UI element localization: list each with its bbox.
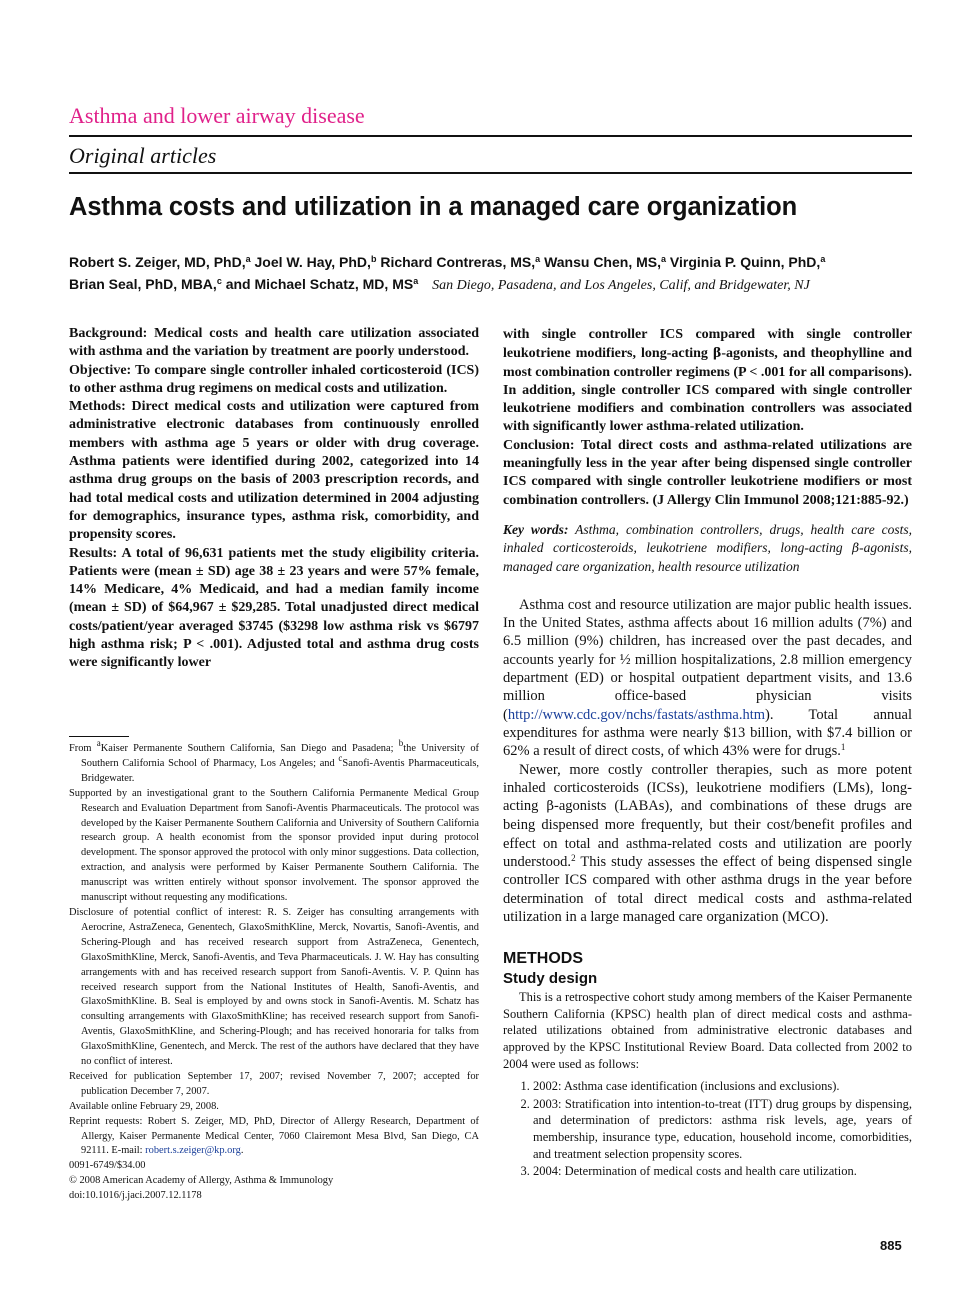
list-item: 1. 2002: Asthma case identification (inclusions and exclusions). <box>533 1078 912 1095</box>
author-locations: San Diego, Pasadena, and Los Angeles, Calif, and Bridgewater, NJ <box>432 278 810 293</box>
footnote-reprint: Reprint requests: Robert S. Zeiger, MD, PhD, Director of Allergy Research, Department of Allergy, Kaiser Permanente Medical Center, 7060 Clairemont Mesa Blvd, San Diego, CA 92111. E-mail: robert.s.zeiger@kp.org. <box>69 1115 479 1157</box>
subsection-heading: Original articles <box>69 143 217 168</box>
footnote-received: Received for publication September 17, 2007; revised November 7, 2007; accepted for publication December 7, 2007. <box>69 1070 479 1097</box>
author: Joel W. Hay, PhD,$^b$ <box>254 254 377 270</box>
abstract-methods: Methods: Direct medical costs and utilization were captured from administrative electronic databases from continuously enrolled members with asthma age 5 years or older with drug coverage. Asthma patients were identified during 2002, categorized into 14 asthma drug groups on the basis of 2003 prescription records, and had total medical costs and utilization determined in 2004 adjusting for demographics, insurance types, asthma risk, comorbidity, and propensity scores. <box>69 399 479 543</box>
abstract-objective: Objective: To compare single controller inhaled corticosteroid (ICS) to other asthma drug regimens on medical costs and utilization. <box>69 362 479 396</box>
article-title: Asthma costs and utilization in a managed care organization <box>69 193 798 221</box>
footnote-affiliations: From $^a$Kaiser Permanente Southern California, San Diego and Pasadena; $^b$the University of Southern California School of Pharmacy, Los Angeles; and $^c$Sanofi-Aventis Pharmaceuticals, Bridgewater. <box>69 738 479 784</box>
abstract-left <box>69 325 479 673</box>
footnote-online: Available online February 29, 2008. <box>69 1100 219 1112</box>
divider <box>69 172 912 174</box>
methods-steps <box>503 1078 912 1180</box>
list-item: 2. 2003: Stratification into intention-to-treat (ITT) drug groups by dispensing, and determination of predictors: asthma risk levels, age, years of membership, insurance type, education, household income, comorbidities, and treatment selection propensity scores. <box>533 1096 912 1162</box>
abstract-background: Background: Medical costs and health care utilization associated with asthma and the variation by treatment are poorly understood. <box>69 326 479 360</box>
right-column <box>503 326 912 1181</box>
email-link[interactable]: robert.s.zeiger@kp.org <box>145 1145 241 1157</box>
author: Virginia P. Quinn, PhD,$^a$ <box>669 254 826 270</box>
author: Robert S. Zeiger, MD, PhD,$^a$ <box>69 254 251 270</box>
introduction <box>503 596 912 926</box>
methods-heading: METHODS <box>503 950 583 968</box>
author-list <box>69 251 929 297</box>
abstract-results-continued: with single controller ICS compared with single controller leukotriene modifiers, long-acting β-agonists, and theophylline and most combination controller regimens (P < .001 for all comparisons). In addition, single controller ICS compared with single controller leukotriene modifiers and combination controllers was associated with significantly lower asthma-related utilization. <box>503 327 912 435</box>
methods-text: This is a retrospective cohort study among members of the Kaiser Permanente Southern California (KPSC) health plan of direct medical costs and asthma-related utilizations obtained from administrative electronic databases and approved by the KPSC Institutional Review Board. Data collected from 2002 to 2004 were used as follows: <box>503 990 912 1071</box>
author: Richard Contreras, MS,$^a$ <box>380 254 541 270</box>
footnote-issn: 0091-6749/$34.00 <box>69 1160 146 1172</box>
footnote-copyright: © 2008 American Academy of Allergy, Asthma & Immunology <box>69 1175 334 1187</box>
abstract-right <box>503 326 912 510</box>
footnote-support: Supported by an investigational grant to the Southern California Permanente Medical Group Research and Evaluation Department from Sanofi-Aventis Pharmaceuticals. The protocol was developed by the Kaiser Permanente Southern California and University of Southern California research group. A health economist from the sponsor provided input during protocol development. The sponsor approved the protocol with only minor suggestions. Data collection, extraction, and analysis were performed by Kaiser Permanente Southern California. The manuscript was written entirely without sponsor involvement. The sponsor approved the manuscript without requesting any modifications. <box>69 787 479 904</box>
footnote-divider <box>69 736 129 737</box>
page-number: 885 <box>880 1238 902 1253</box>
author: Wansu Chen, MS,$^a$ <box>544 254 667 270</box>
divider <box>69 135 912 137</box>
footnotes <box>69 738 479 1204</box>
abstract-results: Results: A total of 96,631 patients met the study eligibility criteria. Patients were (mean ± SD) age 38 ± 23 years and were 57% female, 14% Medicare, 4% Medicaid, and had a median family income (mean ± SD) of $64,967 ± $29,285. Total unadjusted direct medical costs/patient/year averaged $3745 ($3298 low asthma risk vs $6797 high asthma risk; P < .001). Adjusted total and asthma drug costs were significantly lower <box>69 545 479 671</box>
section-heading: Asthma and lower airway disease <box>69 103 365 128</box>
author: and Michael Schatz, MD, $MS^a$ <box>225 276 419 292</box>
author: Brian Seal, PhD, MBA,$^c$ <box>69 276 222 292</box>
cdc-link[interactable]: http://www.cdc.gov/nchs/fastats/asthma.htm <box>507 706 766 723</box>
footnote-doi: doi:10.1016/j.jaci.2007.12.1178 <box>69 1190 202 1202</box>
intro-paragraph: Newer, more costly controller therapies, such as more potent inhaled corticosteroids (ICSs), leukotriene modifiers (LMs), long-acting β-agonists (LABAs), and combinations of these drugs are being dispensed more frequently, but their cost/benefit profiles and effect on total and asthma-related costs and utilization are poorly understood.$^2$ This study assesses the effect of being dispensed single controller ICS compared with other asthma drugs in the year before determination of total direct medical costs and asthma-related utilization in a large managed care organization (MCO). <box>503 761 912 925</box>
footnote-disclosure: Disclosure of potential conflict of interest: R. S. Zeiger has consulting arrangements with Aerocrine, AstraZeneca, Genentech, GlaxoSmithKline, Merck, Novartis, Sanofi-Aventis, and Schering-Plough and has received research support from AstraZeneca, Genentech, GlaxoSmithKline, Merck, Sanofi-Aventis, and Teva Pharmaceuticals. J. W. Hay has consulting arrangements with and has received research support from Sanofi-Aventis. V. P. Quinn has received research support from the National Institutes of Health, Sanofi-Aventis, and GlaxoSmithKline. B. Seal is employed by and owns stock in Sanofi-Aventis. M. Schatz has consulting arrangements with GlaxoSmithKline; has received research support from Sanofi-Aventis, GlaxoSmithKline, and Schering-Plough; and has received honoraria for talks from GlaxoSmithKline, Genentech, and Merck. The rest of the authors have declared that they have no conflict of interest. <box>69 906 479 1068</box>
keywords: Key words: Asthma, combination controllers, drugs, health care costs, inhaled corticosteroids, leukotriene modifiers, long-acting β-agonists, managed care organization, health resource utilization <box>503 521 912 574</box>
intro-paragraph: Asthma cost and resource utilization are major public health issues. In the United States, asthma affects about 16 million adults (7%) and 6.5 million (9%) children, has increased over the past decades, and accounts yearly for ½ million hospitalizations, 2.8 million emergency department (ED) or hospital outpatient department visits, and 13.6 million office-based physician visits (http://www.cdc.gov/nchs/fastats/asthma.htm). Total annual expenditures for asthma were nearly $13 billion, with $7.4 billion or 62% a result of direct costs, of which 43% were for drugs.$^1$ <box>503 596 912 760</box>
study-design-heading: Study design <box>503 970 598 988</box>
abstract-conclusion: Conclusion: Total direct costs and asthma-related utilizations are meaningfully less in the year after being dispensed single controller ICS compared with single controller leukotriene modifiers or most combination controllers. (J Allergy Clin Immunol 2008;121:885-92.) <box>503 437 912 508</box>
list-item: 3. 2004: Determination of medical costs and health care utilization. <box>533 1163 912 1180</box>
